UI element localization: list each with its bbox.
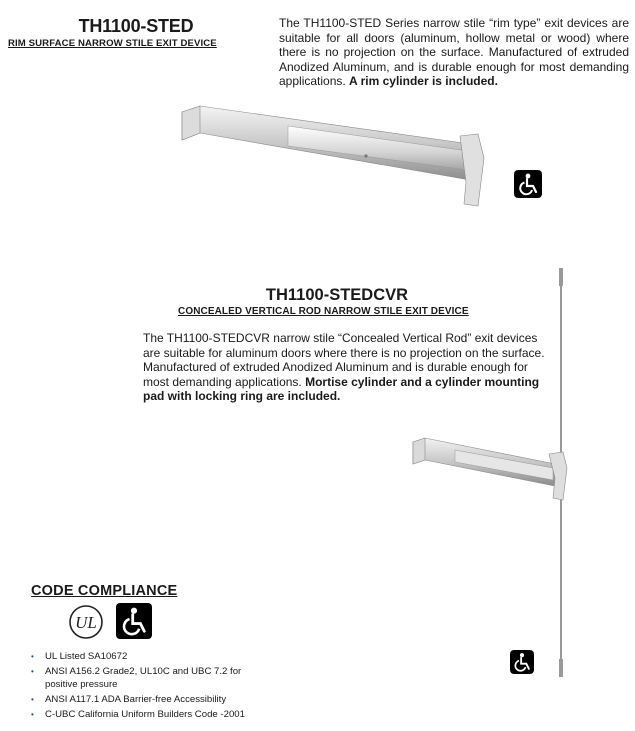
product2-description-text: The TH1100-STEDCVR narrow stile “Concealed Vertical Rod” exit devices are suitable for aluminum doors where there is no projection on the surface. Manufactured of extruded Anodized Aluminum and is durable enough for most demanding applications.	[143, 331, 545, 389]
product2-title: TH1100-STEDCVR	[265, 286, 409, 304]
product2-description-bold: Mortise cylinder and a cylinder mounting pad with locking ring are included.	[143, 374, 540, 403]
list-item: • UL Listed SA10672	[31, 651, 128, 662]
ul-listed-logo	[68, 604, 104, 640]
product1-subtitle: RIM SURFACE NARROW STILE EXIT DEVICE	[8, 38, 217, 49]
list-item: • C-UBC California Uniform Builders Code -2001	[31, 709, 245, 720]
product1-title: TH1100-STED	[78, 16, 194, 36]
vertical-rod-exit-device-image	[405, 264, 580, 692]
wheelchair-accessibility-icon	[514, 170, 542, 198]
product2-subtitle: CONCEALED VERTICAL ROD NARROW STILE EXIT DEVICE	[178, 306, 469, 317]
wheelchair-accessibility-icon	[510, 650, 534, 674]
product1-description-text: The TH1100-STED Series narrow stile “rim type” exit devices are suitable for all doors (aluminum, hollow metal or wood) where there is no projection on the surface. Manufactured of extruded Anodized Aluminum, and is durable enough for most demanding applications.	[279, 16, 629, 88]
list-item: • ANSI A156.2 Grade2, UL10C and UBC 7.2 for positive pressure	[31, 666, 242, 690]
product1-description-bold: A rim cylinder is included.	[349, 74, 498, 88]
bullet-icon: •	[31, 710, 34, 719]
bullet-icon: •	[31, 695, 34, 704]
bullet-icon: •	[31, 652, 34, 661]
exit-device-image	[178, 100, 488, 212]
list-item: • ANSI A117.1 ADA Barrier-free Accessibility	[31, 694, 227, 705]
code-compliance-list	[31, 650, 275, 723]
bullet-icon: •	[31, 667, 34, 676]
product1-description	[279, 16, 629, 89]
code-compliance-title: CODE COMPLIANCE	[31, 583, 178, 599]
wheelchair-accessibility-icon	[116, 603, 152, 639]
ul-logo-text: UL	[75, 613, 97, 632]
